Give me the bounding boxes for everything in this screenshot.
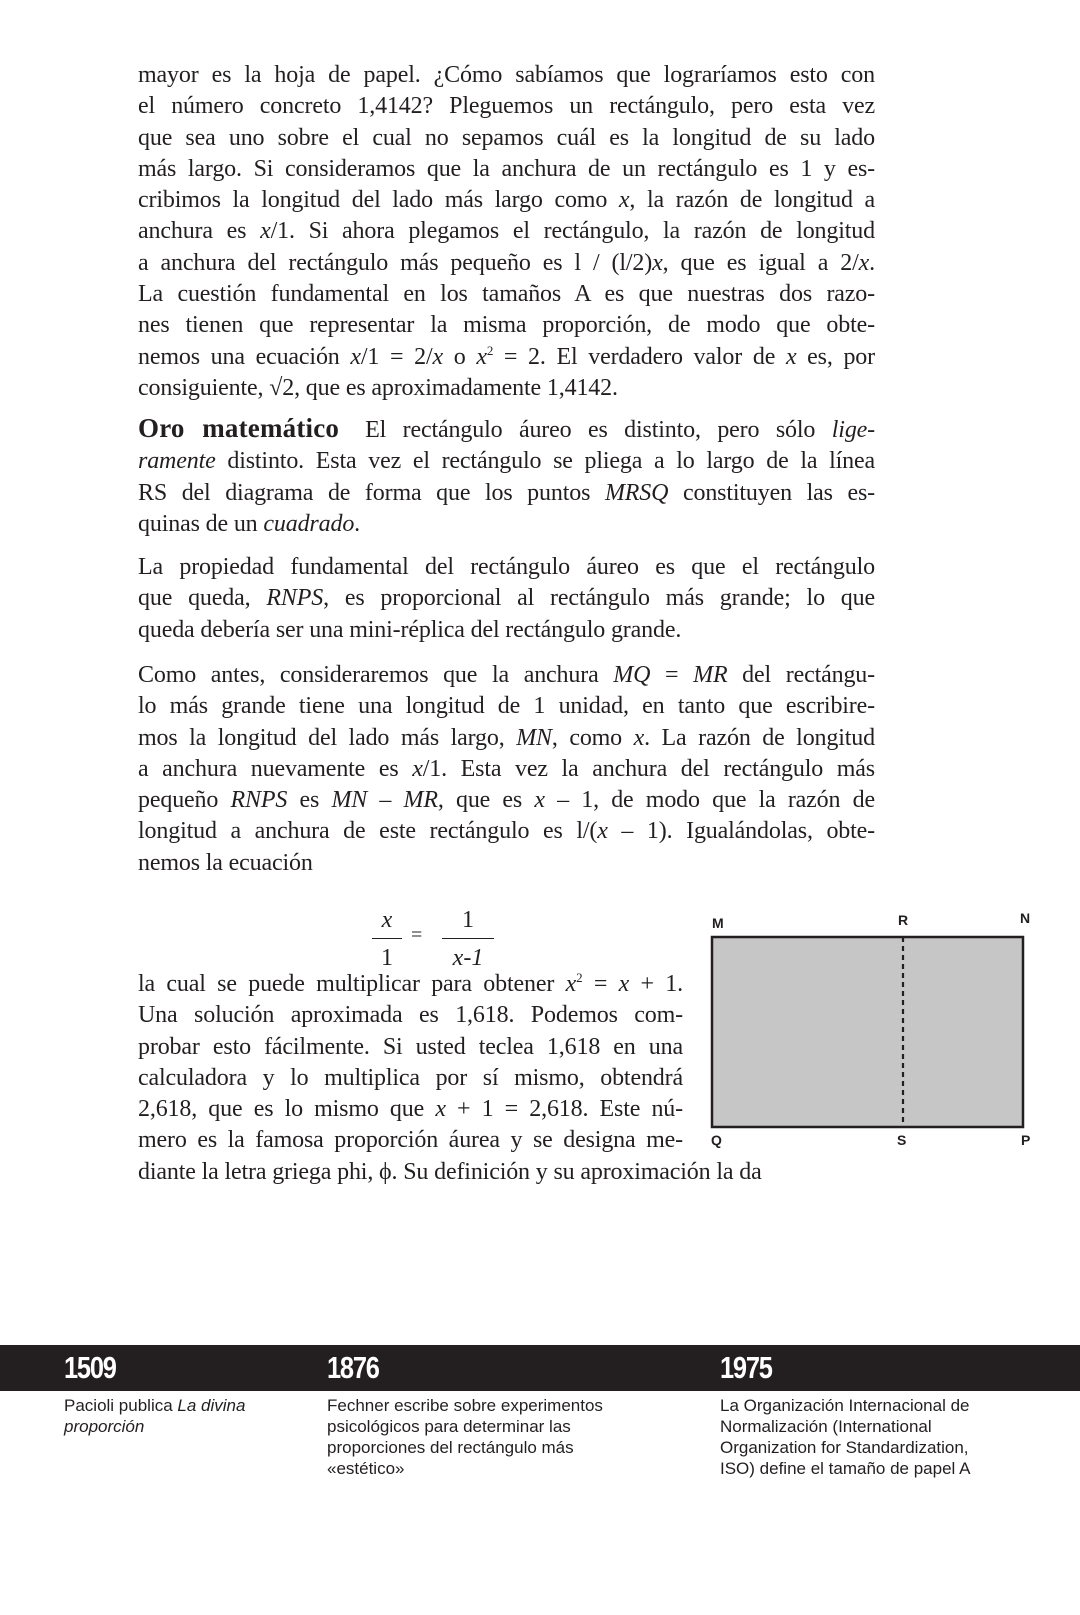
text-line: más largo. Si consideramos que la anchura de un rectángulo es 1 y es- <box>138 155 875 182</box>
text-line: La cuestión fundamental en los tamaños A es que nuestras dos razo- <box>138 281 875 308</box>
description-line: ISO) define el tamaño de papel A <box>720 1459 971 1478</box>
text-line: cribimos la longitud del lado más largo como x, la razón de longitud a <box>138 187 875 214</box>
text-line: nemos una ecuación x/1 = 2/x o $x^2 = 2$. El verdadero valor de x es, por <box>138 342 875 370</box>
description-line: «estético» <box>327 1459 405 1478</box>
text-line: ramente distinto. Esta vez el rectángulo se pliega a lo largo de la línea <box>138 448 875 475</box>
rectangle-svg <box>700 905 1040 1155</box>
timeline-description <box>720 1395 1060 1479</box>
text-line: quinas de un cuadrado. <box>138 510 361 537</box>
text-line: Una solución aproximada es 1,618. Podemos com- <box>138 1002 683 1029</box>
text-line: pequeño RNPS es MN – MR, que es x – 1, de modo que la razón de <box>138 787 875 814</box>
label-r: R <box>898 912 909 928</box>
timeline-description <box>64 1395 294 1437</box>
paragraph-como-antes <box>138 660 875 879</box>
timeline-bar <box>0 1345 1080 1391</box>
fraction-right <box>442 905 494 973</box>
section-heading: Oro matemático <box>138 413 340 443</box>
text-line: calculadora y lo multiplica por sí mismo, obtendrá <box>138 1064 683 1091</box>
book-title: La divina proporción <box>64 1396 246 1436</box>
description-line: Normalización (International <box>720 1417 932 1436</box>
text-line: mayor es la hoja de papel. ¿Cómo sabíamos que lograríamos esto con <box>138 62 875 88</box>
description-line: psicológicos para determinar las <box>327 1417 571 1436</box>
paragraph-a-sizes <box>138 60 875 404</box>
timeline-year: 1975 <box>720 1350 772 1385</box>
fraction-bar <box>442 938 494 939</box>
text-line: consiguiente, √2, que es aproximadamente 1,4142. <box>138 374 618 401</box>
numerator: x <box>381 907 393 933</box>
timeline-year: 1876 <box>327 1350 379 1385</box>
numerator: 1 <box>462 907 474 933</box>
label-q: Q <box>711 1132 722 1148</box>
text-line: queda debería ser una mini-réplica del rectángulo grande. <box>138 616 682 643</box>
description-text: Pacioli publica <box>64 1396 178 1415</box>
paragraph-solucion <box>138 969 762 1188</box>
label-n: N <box>1020 910 1031 926</box>
label-s: S <box>897 1132 907 1148</box>
text-line: longitud a anchura de este rectángulo es l/(x – 1). Igualándolas, obte- <box>138 818 876 845</box>
timeline-year: 1509 <box>64 1350 116 1385</box>
text-line: La propiedad fundamental del rectángulo áureo es que el rectángulo <box>138 554 875 580</box>
equals-sign: = <box>411 924 423 946</box>
text-line: anchura es x/1. Si ahora plegamos el rectángulo, la razón de longitud <box>138 218 875 245</box>
description-line: proporciones del rectángulo más <box>327 1438 574 1457</box>
text-line: la cual se puede multiplicar para obtener $x^2 = x + 1$. <box>138 970 683 997</box>
text-line: 2,618, que es lo mismo que x + 1 = 2,618. Este nú- <box>138 1096 683 1123</box>
description-line: Fechner escribe sobre experimentos <box>327 1396 603 1415</box>
description-line: Organization for Standardization, <box>720 1438 969 1457</box>
text-line: mero es la famosa proporción áurea y se designa me- <box>138 1127 683 1154</box>
golden-ratio-equation <box>372 905 502 975</box>
text-line: RS del diagrama de forma que los puntos MRSQ constituyen las es- <box>138 479 875 506</box>
text-line: que sea uno sobre el cual no sepamos cuál es la longitud de su lado <box>138 124 875 151</box>
text-line: nemos la ecuación <box>138 849 313 876</box>
paragraph-oro-matematico <box>138 413 875 540</box>
outer-rectangle <box>712 937 1023 1127</box>
text-run: El rectángulo áureo es distinto, pero sólo lige- <box>365 417 876 443</box>
text-line: mos la longitud del lado más largo, MN, como x. La razón de longitud <box>138 724 875 751</box>
label-p: P <box>1021 1132 1031 1148</box>
denominator: 1 <box>381 945 393 971</box>
text-line: que queda, RNPS, es proporcional al rectángulo más grande; lo que <box>138 585 876 612</box>
label-m: M <box>712 915 724 931</box>
text-line: lo más grande tiene una longitud de 1 unidad, en tanto que escribire- <box>138 693 875 720</box>
text-line <box>138 413 875 446</box>
paragraph-propiedad <box>138 552 875 646</box>
timeline-description <box>327 1395 667 1479</box>
text-line: nes tienen que representar la misma proporción, de modo que obte- <box>138 312 875 339</box>
text-line: a anchura nuevamente es x/1. Esta vez la anchura del rectángulo más <box>138 755 875 782</box>
fraction-left <box>372 905 402 973</box>
denominator: x-1 <box>452 945 484 971</box>
text-line: Como antes, consideraremos que la anchura MQ = MR del rectángu- <box>138 662 875 688</box>
description-line: La Organización Internacional de <box>720 1396 970 1415</box>
text-line: a anchura del rectángulo más pequeño es l / (l/2)x, que es igual a 2/x. <box>138 249 875 276</box>
text-line: diante la letra griega phi, ϕ. Su definición y su aproximación la da <box>138 1158 762 1185</box>
fraction-bar <box>372 938 402 939</box>
text-line: probar esto fácilmente. Si usted teclea 1,618 en una <box>138 1033 683 1060</box>
text-line: el número concreto 1,4142? Pleguemos un rectángulo, pero esta vez <box>138 93 875 120</box>
golden-rectangle-diagram <box>700 905 1040 1155</box>
